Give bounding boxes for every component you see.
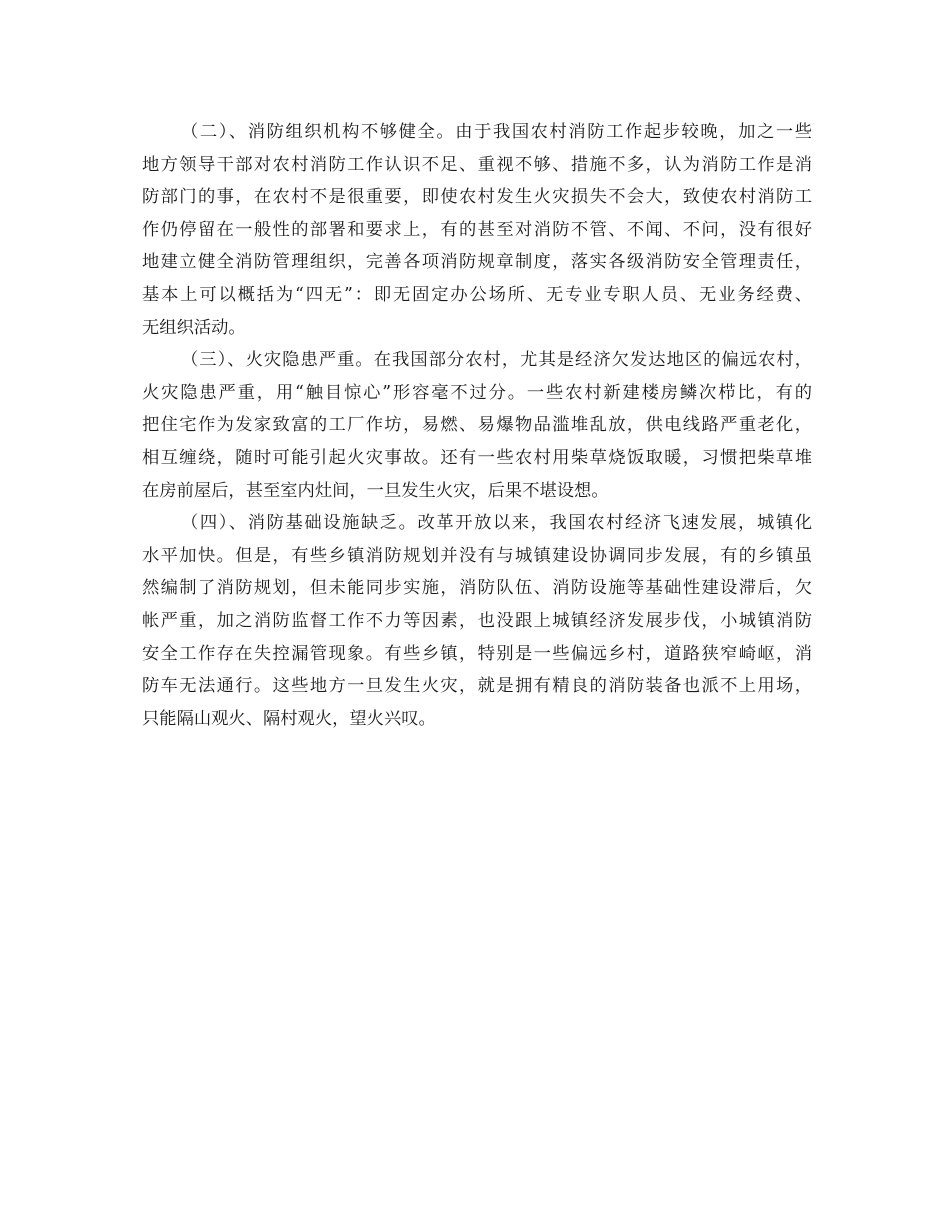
text-line: 只能隔山观火、隔村观火，望火兴叹。 — [142, 708, 436, 729]
text-line: 无组织活动。 — [142, 317, 246, 338]
text-line: 地方领导干部对农村消防工作认识不足、重视不够、措施不多，认为消防工作是消 — [142, 154, 812, 175]
document-body — [142, 116, 812, 735]
paragraph-organization — [142, 116, 812, 344]
text-line: 火灾隐患严重，用“触目惊心”形容毫不过分。一些农村新建楼房鳞次栉比，有的 — [142, 382, 812, 403]
text-line: 帐严重，加之消防监督工作不力等因素，也没跟上城镇经济发展步伐，小城镇消防 — [142, 610, 812, 631]
text-line: 防部门的事，在农村不是很重要，即使农村发生火灾损失不会大，致使农村消防工 — [142, 187, 812, 208]
text-line: （四）、消防基础设施缺乏。改革开放以来，我国农村经济飞速发展，城镇化 — [181, 513, 812, 534]
text-line: 在房前屋后，甚至室内灶间，一旦发生火灾，后果不堪设想。 — [142, 480, 609, 501]
text-line: 然编制了消防规划，但未能同步实施，消防队伍、消防设施等基础性建设滞后，欠 — [142, 578, 812, 599]
text-line: 防车无法通行。这些地方一旦发生火灾，就是拥有精良的消防装备也派不上用场， — [142, 676, 812, 697]
text-line: 基本上可以概括为“四无”：即无固定办公场所、无专业专职人员、无业务经费、 — [142, 284, 812, 305]
text-line: 作仍停留在一般性的部署和要求上，有的甚至对消防不管、不闻、不问，没有很好 — [142, 219, 812, 240]
text-line: （二）、消防组织机构不够健全。由于我国农村消防工作起步较晚，加之一些 — [181, 122, 812, 142]
text-line: （三）、火灾隐患严重。在我国部分农村，尤其是经济欠发达地区的偏远农村， — [181, 350, 812, 371]
text-line: 把住宅作为发家致富的工厂作坊，易燃、易爆物品滥堆乱放，供电线路严重老化， — [142, 415, 812, 436]
text-line: 地建立健全消防管理组织，完善各项消防规章制度，落实各级消防安全管理责任， — [142, 252, 812, 273]
text-line: 安全工作存在失控漏管现象。有些乡镇，特别是一些偏远乡村，道路狭窄崎岖，消 — [142, 643, 812, 664]
text-line: 水平加快。但是，有些乡镇消防规划并没有与城镇建设协调同步发展，有的乡镇虽 — [142, 545, 812, 566]
paragraph-fire-hazards — [142, 344, 812, 507]
text-line: 相互缠绕，随时可能引起火灾事故。还有一些农村用柴草烧饭取暖，习惯把柴草堆 — [142, 447, 812, 468]
paragraph-infrastructure — [142, 507, 812, 735]
